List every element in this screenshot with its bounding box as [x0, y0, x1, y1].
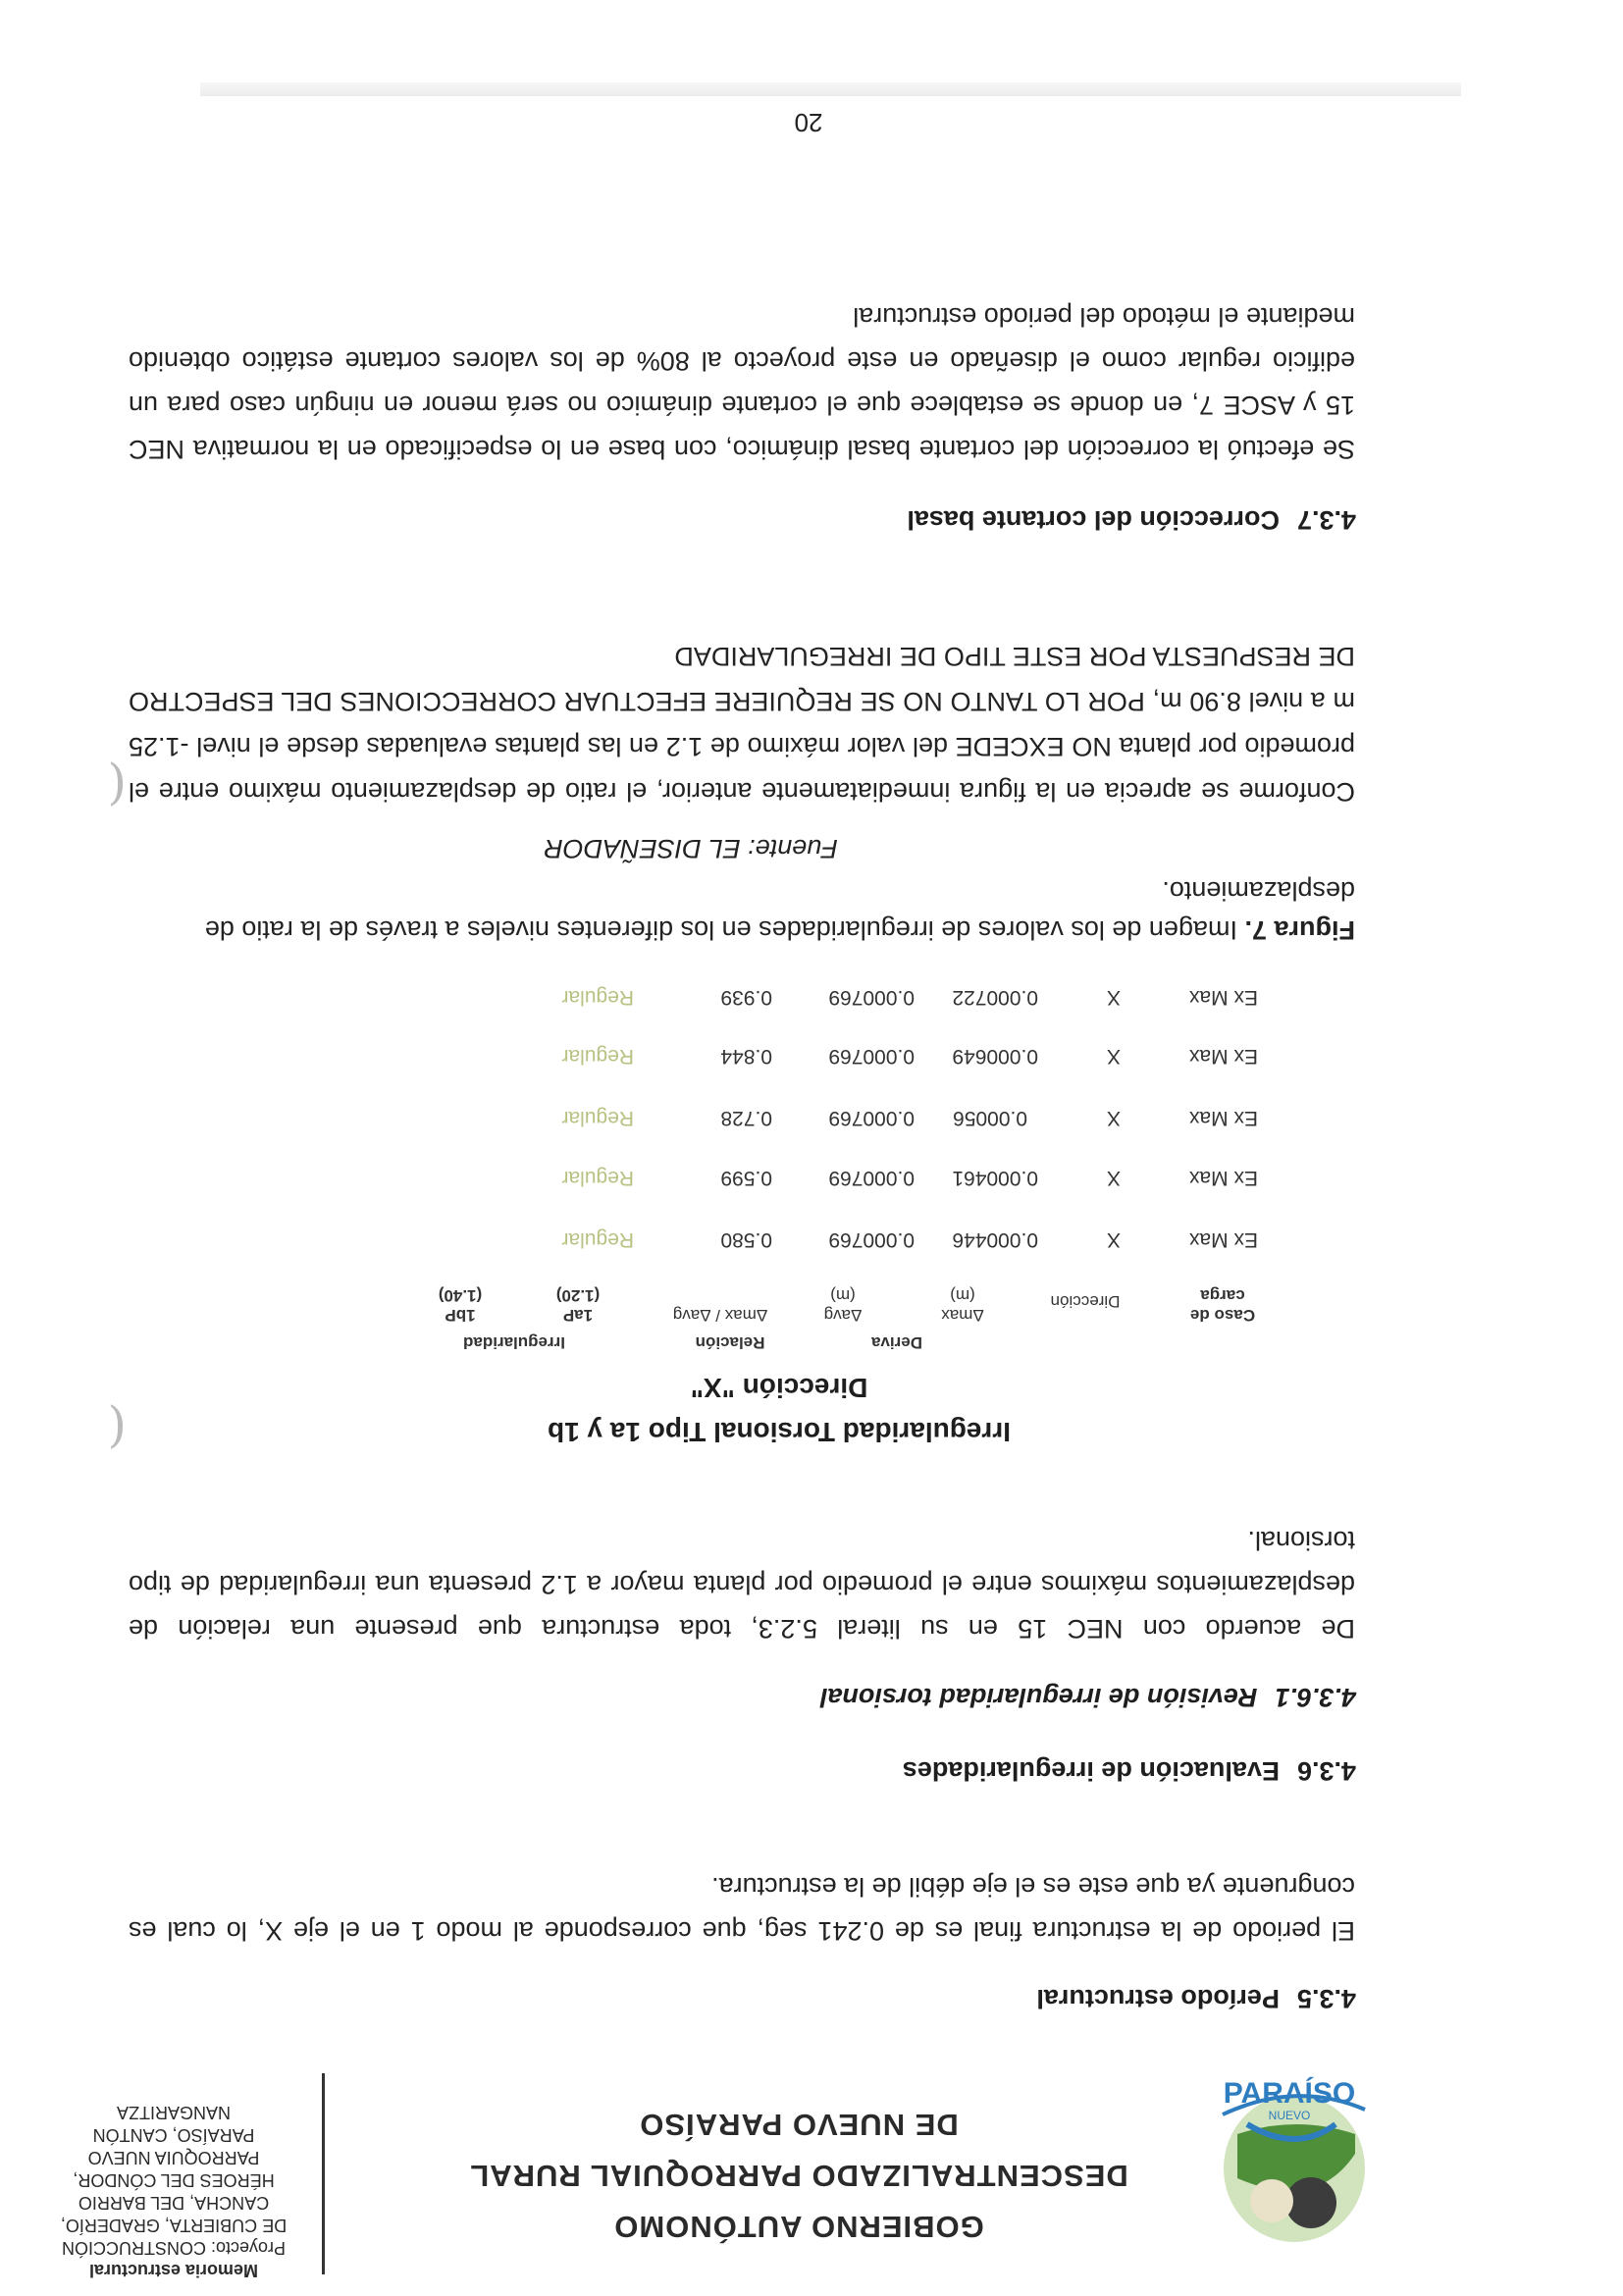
cell-davg: 0.000769 [828, 1045, 915, 1068]
cell-direccion: X [1106, 1228, 1121, 1251]
section-4361-title: Revisión de irregularidad torsional [819, 1683, 1258, 1712]
section-437-heading [907, 504, 1356, 535]
logo-subtext: NUEVO [1268, 2109, 1311, 2122]
header-info-line-1: Memoria estructural [88, 2261, 259, 2280]
cell-direccion: X [1106, 986, 1121, 1009]
cell-caso: Ex Max [1188, 1228, 1258, 1251]
table-subtitle: Dirección "X" [690, 1373, 868, 1403]
cell-direccion: X [1106, 1107, 1121, 1129]
binding-mark: ( [107, 1400, 127, 1457]
cell-direccion: X [1106, 1167, 1121, 1189]
cell-irregularidad: Regular [561, 1107, 634, 1129]
table-group-deriva: Deriva [871, 1333, 922, 1352]
table-header-davg-symbol: Δavg [823, 1306, 863, 1325]
scan-edge [200, 82, 1461, 96]
header-project-info [41, 2101, 306, 2281]
header-info-line-5: HÉROES DEL CÓNDOR, [73, 2170, 275, 2190]
table-group-irregularidad: Irregularidad [463, 1333, 565, 1352]
cell-direccion: X [1106, 1045, 1121, 1068]
header-info-line-6: PARROQUIA NUEVO [87, 2148, 260, 2167]
section-4361-paragraph: De acuerdo con NEC 15 en su literal 5.2.3, toda estructura que presente una relación de desplazamientos máximos entre el promedio por planta mayor a 1.2 presenta una irregularidad de tipo torsional. [129, 1526, 1355, 1644]
table-header-dmax [918, 1285, 1007, 1325]
table-header-1bp [416, 1285, 504, 1325]
logo-text: PARAÍSO [1223, 2077, 1356, 2110]
cell-irregularidad: Regular [561, 1228, 634, 1251]
cell-irregularidad: Regular [561, 1045, 634, 1068]
section-436-title: Evaluación de irregularidades [902, 1756, 1280, 1786]
section-436-number: 4.3.6 [1296, 1756, 1356, 1786]
section-437-number: 4.3.7 [1296, 505, 1356, 535]
cell-davg: 0.000769 [828, 1107, 915, 1129]
table-title: Irregularidad Torsional Tipo 1a y 1b [548, 1417, 1011, 1447]
cell-irregularidad: Regular [561, 1167, 634, 1189]
figure-caption-text: Imagen de los valores de irregularidades en los diferentes niveles a través de la ratio de desplazamiento. [204, 876, 1355, 945]
table-row [0, 1028, 1623, 1068]
table-row [0, 1090, 1623, 1129]
table-header-1bp-label: 1bP [445, 1306, 476, 1325]
cell-caso: Ex Max [1188, 1107, 1258, 1129]
header-info-line-2: Proyecto: CONSTRUCCIÓN [61, 2238, 287, 2258]
section-437-title: Corrección del cortante basal [907, 505, 1280, 535]
table-header-davg [799, 1285, 887, 1325]
header-title-line-3: DE NUEVO PARAÍSO [639, 2108, 959, 2142]
table-header-1ap [534, 1285, 622, 1325]
header-info-line-4: CANCHA, DEL BARRIO [78, 2193, 270, 2213]
header-divider [322, 2073, 325, 2274]
section-435-heading [1036, 1983, 1356, 2013]
table-group-relacion: Relación [695, 1333, 765, 1352]
table-header-1bp-limit: (1.40) [438, 1286, 483, 1305]
binding-mark: ( [107, 757, 127, 814]
section-435-paragraph: El periodo de la estructura final es de 0.241 seg, que corresponde al modo 1 en el eje X, lo cual es congruente ya que este es el eje débil de la estructura. [129, 1872, 1355, 1946]
cell-ratio: 0.939 [720, 986, 772, 1009]
cell-ratio: 0.599 [720, 1167, 772, 1189]
cell-dmax: 0.000446 [952, 1228, 1038, 1251]
cell-irregularidad: Regular [561, 986, 634, 1009]
section-435-number: 4.3.5 [1296, 1984, 1356, 2013]
figure-source: Fuente: EL DISEÑADOR [544, 834, 838, 863]
cell-caso: Ex Max [1188, 1045, 1258, 1068]
table-header-caso [1174, 1285, 1272, 1325]
header-info-line-3: DE CUBIERTA, GRADERÍO, [60, 2216, 288, 2235]
table-header-1ap-limit: (1.20) [555, 1286, 601, 1305]
table-header-caso-line-1: Caso de [1189, 1306, 1256, 1325]
section-4361-number: 4.3.6.1 [1275, 1683, 1356, 1712]
parroquia-logo [1213, 2077, 1375, 2271]
conclusion-paragraph: Conforme se aprecia en la figura inmediatamente anterior, el ratio de desplazamiento máximo entre el promedio por planta NO EXCEDE del valor máximo de 1.2 en las plantas evaluadas desde el nivel -1.25 m a nivel 8.90 m, POR LO TANTO NO SE REQUIERE EFECTUAR CORRECCIONES DEL ESPECTRO DE RESPUESTA POR ESTE TIPO DE IRREGULARIDAD [129, 642, 1355, 807]
section-436-heading [903, 1755, 1356, 1786]
table-header-ratio: Δmax / Δavg [672, 1306, 768, 1325]
header-title-line-1: GOBIERNO AUTÓNOMO [613, 2210, 984, 2244]
table-row [0, 1150, 1623, 1189]
table-row [0, 969, 1623, 1009]
cell-dmax: 0.000461 [952, 1167, 1038, 1189]
cell-davg: 0.000769 [828, 986, 915, 1009]
figure-label: Figura 7. [1244, 915, 1355, 945]
header-title-line-2: DESCENTRALIZADO PARROQUIAL RURAL [469, 2159, 1128, 2193]
header-info-line-8: NANGARITZA [117, 2103, 232, 2122]
figure-caption [129, 871, 1355, 950]
header-info-line-7: PARAÍSO, CANTÓN [92, 2125, 255, 2145]
section-435-title: Período estructural [1036, 1984, 1280, 2013]
section-4361-heading [820, 1682, 1356, 1712]
page-number: 20 [794, 108, 823, 137]
header-title [377, 2099, 1221, 2252]
cell-davg: 0.000769 [828, 1167, 915, 1189]
cell-ratio: 0.844 [720, 1045, 772, 1068]
table-header-1ap-label: 1aP [562, 1306, 594, 1325]
cell-ratio: 0.728 [720, 1107, 772, 1129]
cell-dmax: 0.000649 [952, 1045, 1038, 1068]
table-header-caso-line-2: carga [1200, 1286, 1245, 1305]
cell-dmax: 0.000722 [952, 986, 1038, 1009]
cell-davg: 0.000769 [828, 1228, 915, 1251]
cell-caso: Ex Max [1188, 986, 1258, 1009]
table-header-direccion: Dirección [1050, 1292, 1121, 1311]
table-row [0, 1212, 1623, 1251]
section-437-paragraph: Se efectuó la corrección del cortante basal dinámico, con base en lo especificado en la normativa NEC 15 y ASCE 7, en donde se establece que el cortante dinámico no será menor en ningún caso para un edificio regular como el diseñado en este proyecto al 80% de los valores cortante estático obtenido mediante el método del periodo estructural [129, 302, 1355, 464]
cell-caso: Ex Max [1188, 1167, 1258, 1189]
table-header-dmax-symbol: Δmax [941, 1306, 984, 1325]
cell-dmax: 0.00056 [953, 1107, 1027, 1129]
cell-ratio: 0.580 [720, 1228, 772, 1251]
table-header-davg-unit: (m) [830, 1286, 856, 1305]
table-header-dmax-unit: (m) [950, 1286, 975, 1305]
